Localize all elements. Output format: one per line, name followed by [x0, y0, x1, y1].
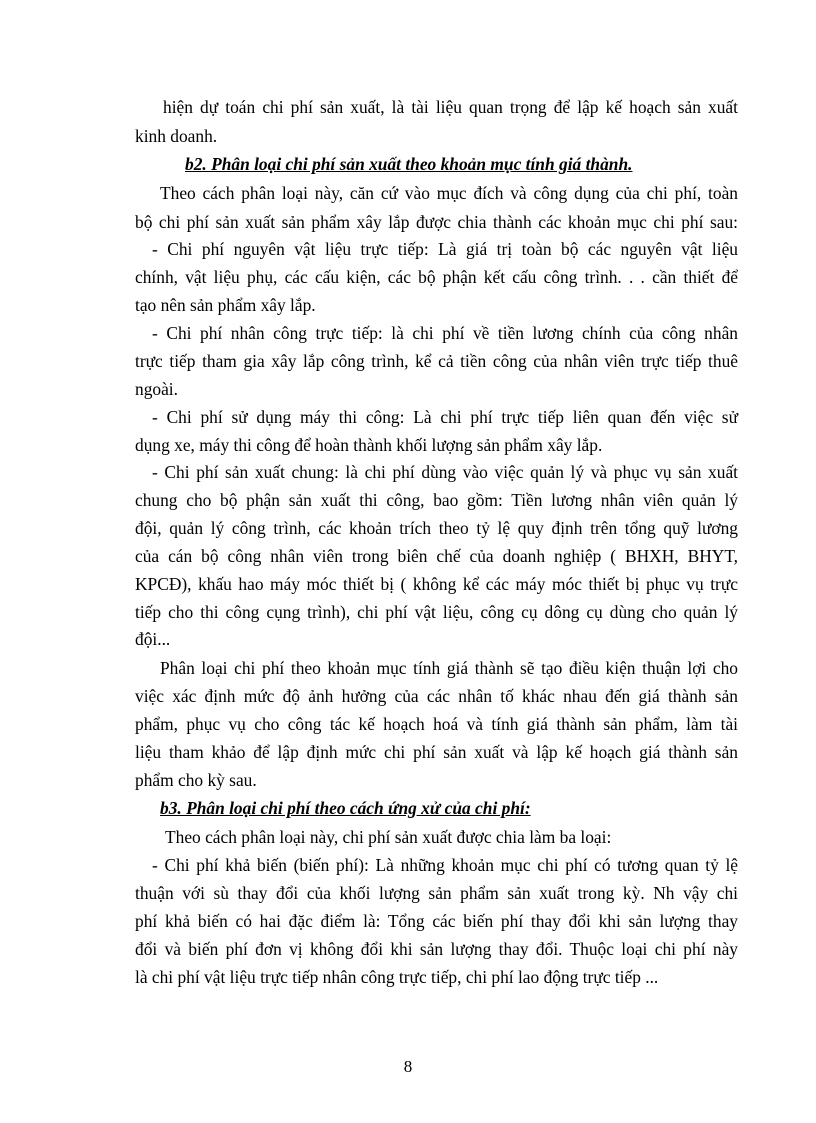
text-line: đổi và biến phí đơn vị không đổi khi sản lượng thay đổi. Thuộc loại chi phí này — [135, 939, 738, 959]
text-line: đội, quản lý công trình, các khoản trích theo tỷ lệ quy định trên tổng quỹ lương — [135, 518, 738, 538]
text-line: việc xác định mức độ ảnh hưởng của các nhân tố khác nhau đến giá thành sản — [135, 686, 738, 706]
text-line: là chi phí vật liệu trực tiếp nhân công trực tiếp, chi phí lao động trực tiếp ... — [135, 967, 659, 987]
text-line: kinh doanh. — [135, 126, 218, 146]
text-line: Theo cách phân loại này, chi phí sản xuất được chia làm ba loại: — [165, 827, 612, 847]
text-line: - Chi phí sử dụng máy thi công: Là chi phí trực tiếp liên quan đến việc sử — [152, 407, 738, 427]
section-heading-b2: b2. Phân loại chi phí sản xuất theo khoản mục tính giá thành. — [185, 154, 633, 174]
text-line: đội... — [135, 629, 171, 649]
text-line: ngoài. — [135, 379, 178, 399]
text-line: tiếp cho thi công cụng trình), chi phí vật liệu, công cụ dông cụ dùng cho quản lý — [135, 602, 738, 622]
section-heading-b3: b3. Phân loại chi phí theo cách ứng xử của chi phí: — [160, 798, 531, 818]
text-line: phí khả biến có hai đặc điểm là: Tổng các biến phí thay đổi khi sản lượng thay — [135, 911, 738, 931]
text-line: dụng xe, máy thi công để hoàn thành khối lượng sản phẩm xây lắp. — [135, 435, 603, 455]
text-line: bộ chi phí sản xuất sản phẩm xây lắp được chia thành các khoản mục chi phí sau: — [135, 212, 738, 232]
text-line: - Chi phí sản xuất chung: là chi phí dùng vào việc quản lý và phục vụ sản xuất — [152, 462, 738, 482]
text-line: - Chi phí nguyên vật liệu trực tiếp: Là giá trị toàn bộ các nguyên vật liệu — [152, 239, 738, 259]
text-line: chính, vật liệu phụ, các cấu kiện, các bộ phận kết cấu công trình. . . cần thiết để — [135, 267, 738, 287]
text-line: tạo nên sản phẩm xây lắp. — [135, 295, 316, 315]
text-line: - Chi phí nhân công trực tiếp: là chi phí về tiền lương chính của công nhân — [152, 323, 738, 343]
text-line: - Chi phí khả biến (biến phí): Là những khoản mục chi phí có tương quan tỷ lệ — [152, 855, 738, 875]
text-line: trực tiếp tham gia xây lắp công trình, kể cả tiền công của nhân viên trực tiếp thuê — [135, 351, 738, 371]
text-line: thuận với sù thay đổi của khối lượng sản phẩm sản xuất trong kỳ. Nh vậy chi — [135, 883, 738, 903]
text-line: phẩm, phục vụ cho công tác kế hoạch hoá và tính giá thành sản phẩm, làm tài — [135, 714, 738, 734]
text-line: phẩm cho kỳ sau. — [135, 770, 257, 790]
page-number: 8 — [403, 1057, 413, 1076]
text-line: chung cho bộ phận sản xuất thi công, bao gồm: Tiền lương nhân viên quản lý — [135, 490, 738, 510]
text-line: hiện dự toán chi phí sản xuất, là tài liệu quan trọng để lập kế hoạch sản xuất — [163, 97, 738, 117]
text-line: KPCĐ), khấu hao máy móc thiết bị ( không kể các máy móc thiết bị phục vụ trực — [135, 574, 738, 594]
text-line: Phân loại chi phí theo khoản mục tính giá thành sẽ tạo điều kiện thuận lợi cho — [160, 658, 738, 678]
text-line: Theo cách phân loại này, căn cứ vào mục đích và công dụng của chi phí, toàn — [160, 183, 738, 203]
text-line: của cán bộ công nhân viên trong biên chế của doanh nghiệp ( BHXH, BHYT, — [135, 546, 738, 566]
text-line: liệu tham khảo để lập định mức chi phí sản xuất và lập kế hoạch giá thành sản — [135, 742, 738, 762]
